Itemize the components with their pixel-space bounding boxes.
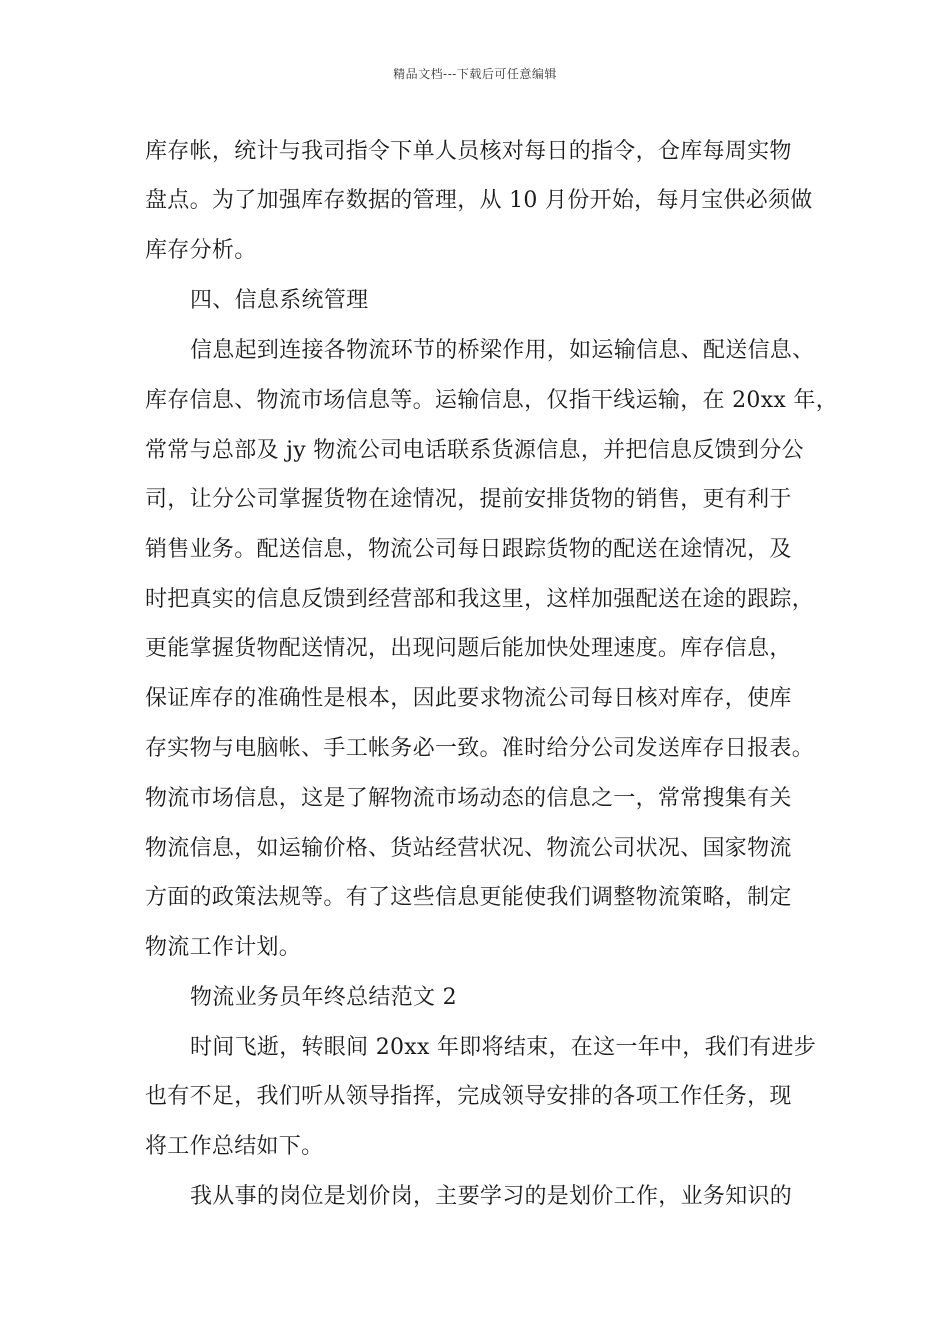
text-line: 时把真实的信息反馈到经营部和我这里，这样加强配送在途的跟踪，	[145, 587, 815, 612]
text-line: 方面的政策法规等。有了这些信息更能使我们调整物流策略，制定	[145, 885, 792, 910]
text-line: 更能掌握货物配送情况，出现问题后能加快处理速度。库存信息，	[145, 636, 792, 661]
text-line: 也有不足，我们听从领导指挥，完成领导安排的各项工作任务，现	[145, 1084, 792, 1109]
text-line: 库存信息、物流市场信息等。运输信息，仅指干线运输，在 20xx 年，	[145, 388, 838, 413]
text-line: 保证库存的准确性是根本，因此要求物流公司每日核对库存，使库	[145, 686, 792, 711]
page-header: 精品文档---下载后可任意编辑	[393, 67, 557, 81]
text-line: 库存帐，统计与我司指令下单人员核对每日的指令，仓库每周实物	[145, 139, 792, 164]
text-line: 物流信息，如运输价格、货站经营状况、物流公司状况、国家物流	[145, 836, 792, 861]
text-line: 存实物与电脑帐、手工帐务必一致。准时给分公司发送库存日报表。	[145, 736, 815, 761]
text-line: 将工作总结如下。	[145, 1134, 324, 1159]
text-line: 常常与总部及 jy 物流公司电话联系货源信息，并把信息反馈到分公	[145, 438, 804, 463]
text-line: 司，让分公司掌握货物在途情况，提前安排货物的销售，更有利于	[145, 487, 792, 512]
text-line: 物流市场信息，这是了解物流市场动态的信息之一，常常搜集有关	[145, 786, 792, 811]
text-line: 库存分析。	[145, 238, 257, 263]
text-line: 时间飞逝，转眼间 20xx 年即将结束，在这一年中，我们有进步	[190, 1035, 817, 1060]
text-line: 物流工作计划。	[145, 935, 302, 960]
section-heading: 物流业务员年终总结范文 2	[190, 985, 457, 1010]
text-line: 销售业务。配送信息，物流公司每日跟踪货物的配送在途情况，及	[145, 537, 792, 562]
text-line: 我从事的岗位是划价岗，主要学习的是划价工作，业务知识的	[190, 1184, 793, 1209]
text-line: 盘点。为了加强库存数据的管理，从 10 月份开始，每月宝供必须做	[145, 188, 813, 213]
text-line: 信息起到连接各物流环节的桥梁作用，如运输信息、配送信息、	[190, 338, 815, 363]
section-heading: 四、信息系统管理	[190, 288, 369, 313]
